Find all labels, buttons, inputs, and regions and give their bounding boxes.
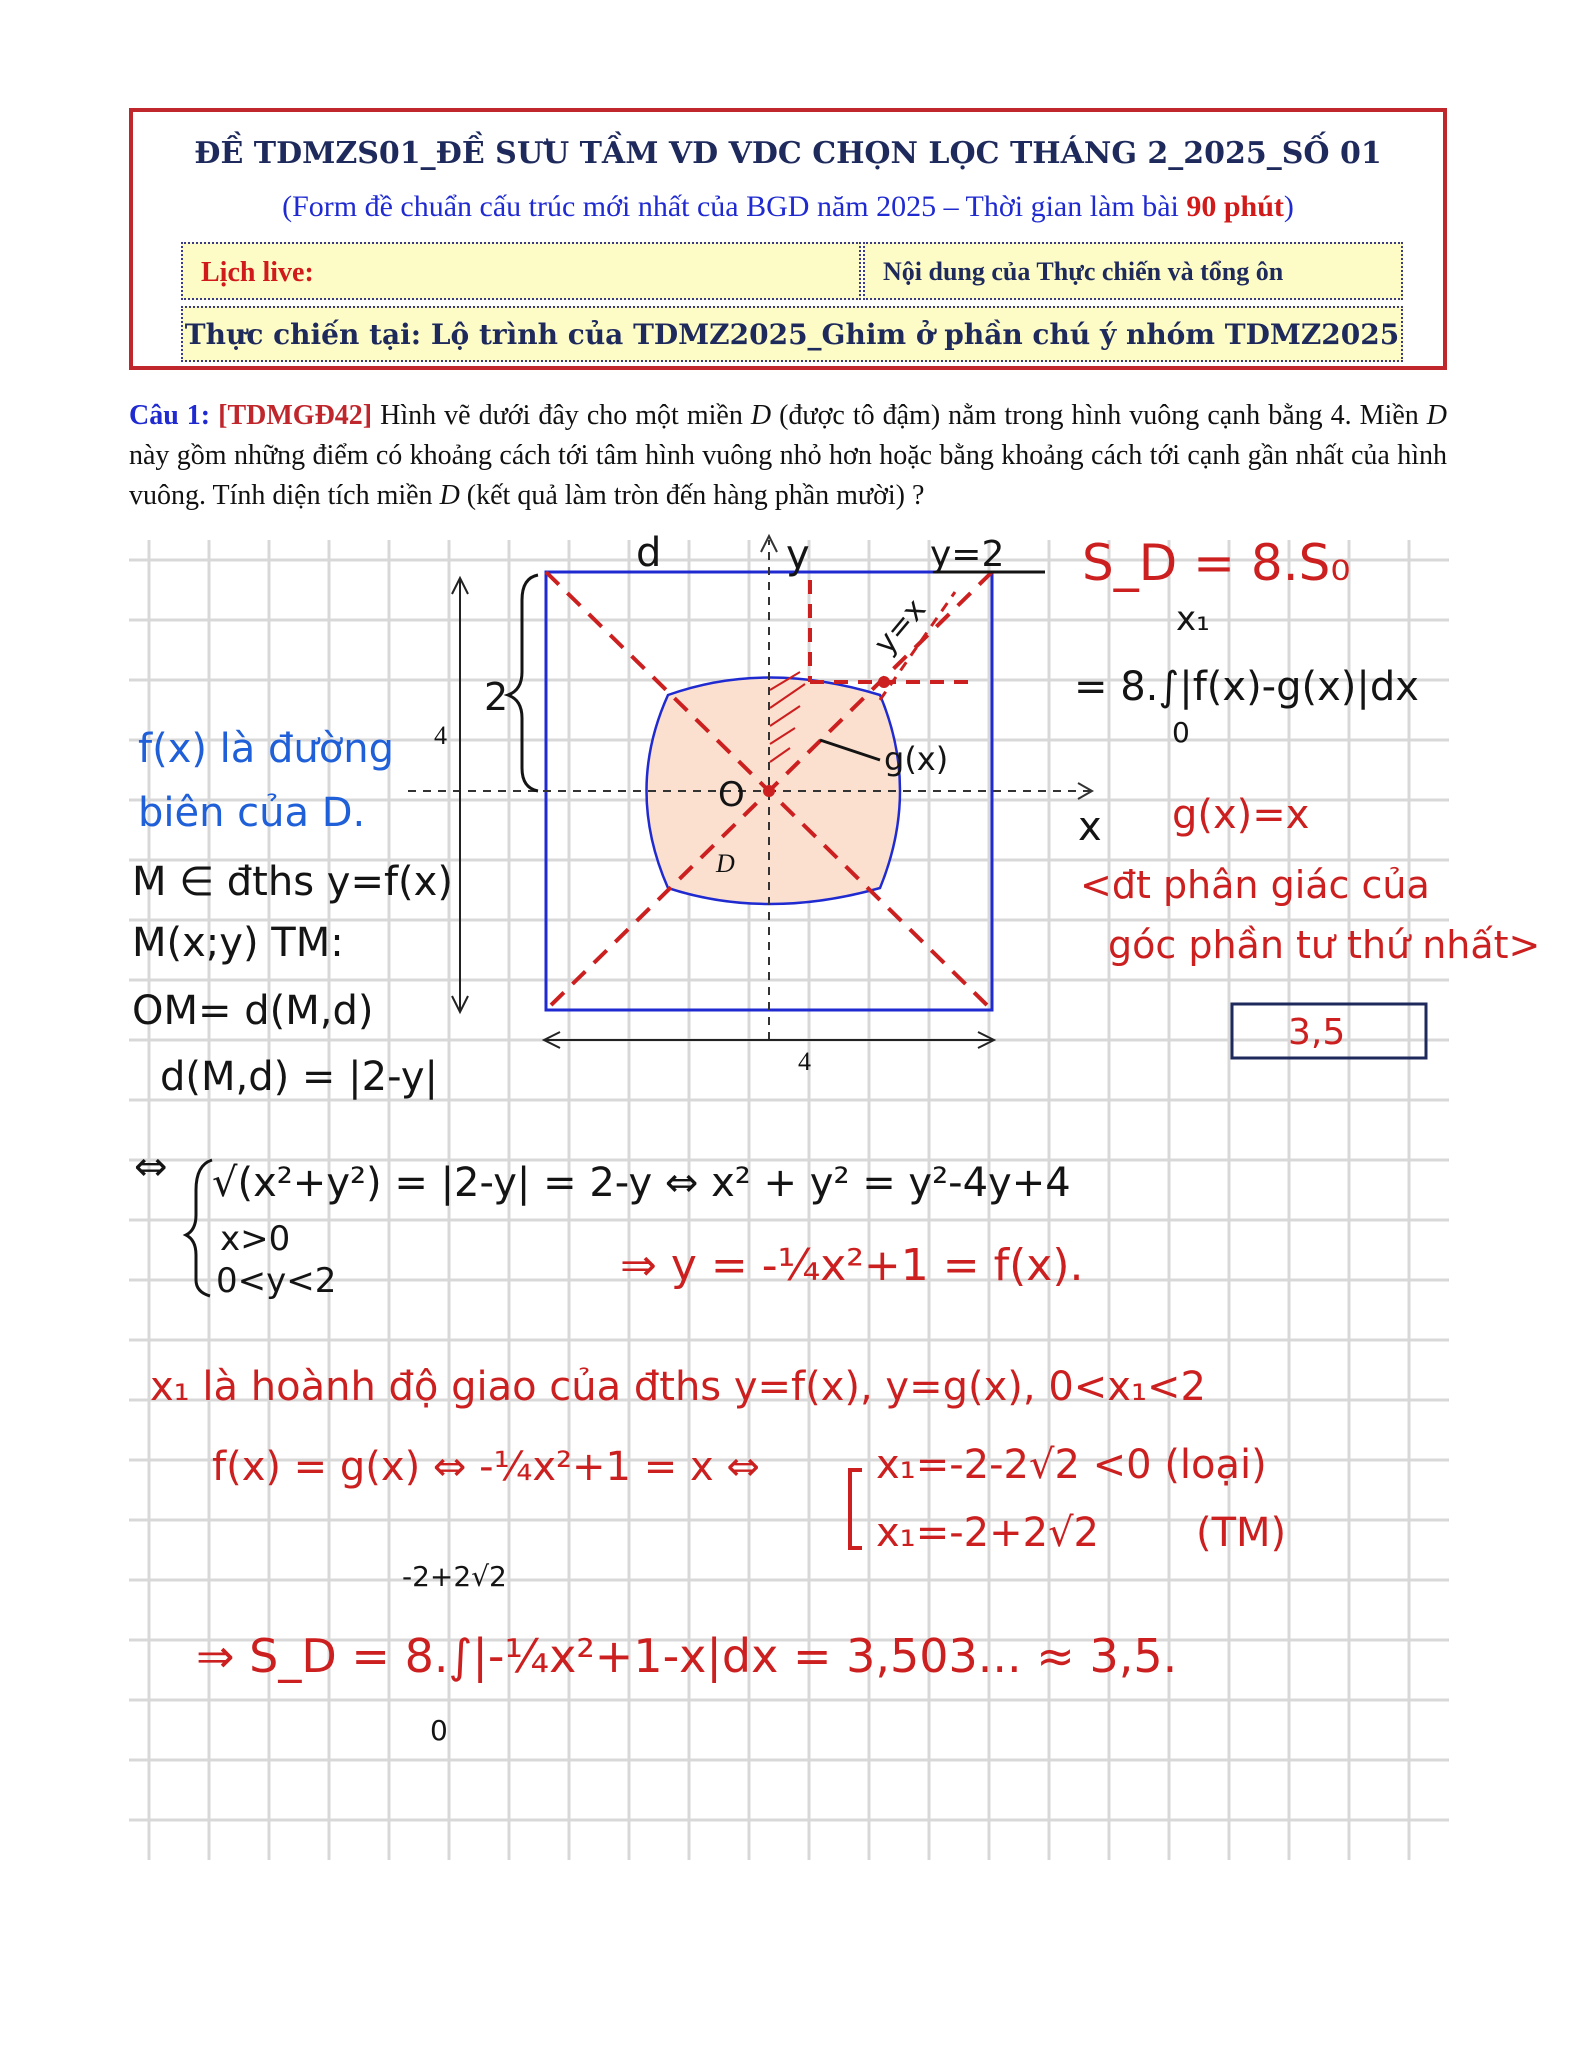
system-cond-2: 0<y<2 <box>216 1261 337 1301</box>
practice-cell <box>181 306 1403 362</box>
exam-subtitle <box>133 190 1443 224</box>
note-m-4: d(M,d) = |2-y| <box>160 1054 438 1100</box>
axis-y-label: y <box>786 532 810 578</box>
root-1: x₁=-2-2√2 <0 (loại) <box>876 1442 1267 1488</box>
note-m-3: OM= d(M,d) <box>132 988 374 1034</box>
live-schedule-cell <box>181 242 861 300</box>
root-2: x₁=-2+2√2 <box>876 1510 1100 1556</box>
question-code: [TDMGĐ42] <box>218 400 373 431</box>
content-label: Nội dung của Thực chiến và tổng ôn <box>883 257 1284 286</box>
eq-line: f(x) = g(x) ⇔ -¼x²+1 = x ⇔ <box>212 1444 760 1490</box>
question-text-4: (kết quả làm tròn đến hàng phần mười) ? <box>459 480 925 511</box>
side-label-left: 4 <box>434 721 447 750</box>
line-yx-label: y=x <box>867 592 934 662</box>
root-2-tag: (TM) <box>1196 1510 1287 1556</box>
origin-label: O <box>718 775 745 815</box>
line-d-label: d <box>636 530 662 576</box>
upper-limit: -2+2√2 <box>402 1560 507 1593</box>
question-1 <box>129 396 1447 516</box>
practice-label: Thực chiến tại: Lộ trình của TDMZ2025_Ghim ở phần chú ý nhóm TDMZ2025 <box>184 318 1400 351</box>
question-label: Câu 1: <box>129 400 211 431</box>
exam-title: ĐỀ TDMZS01_ĐỀ SƯU TẦM VD VDC CHỌN LỌC THÁNG 2_2025_SỐ 01 <box>194 136 1382 171</box>
note-sd: S_D = 8.S₀ <box>1082 534 1351 592</box>
brace <box>508 575 538 791</box>
var-d-1: D <box>750 400 772 431</box>
region-label: D <box>716 849 735 878</box>
note-lower-0: 0 <box>1172 716 1190 749</box>
subtitle-time: 90 phút <box>1186 190 1284 223</box>
note-bisector-1: <đt phân giác của <box>1080 863 1430 907</box>
line-y2-label: y=2 <box>930 534 1005 575</box>
question-text-1: Hình vẽ dưới đây cho một miền <box>372 400 751 431</box>
brace-label: 2 <box>484 675 509 719</box>
var-d-3: D <box>439 480 460 511</box>
note-f-border-1: f(x) là đường <box>138 726 394 772</box>
note-x1-upper: x₁ <box>1176 599 1210 639</box>
answer-value: 3,5 <box>1288 1012 1346 1053</box>
g-label: g(x) <box>884 740 949 778</box>
fx-result: ⇒ y = -¼x²+1 = f(x). <box>620 1240 1084 1291</box>
side-label-bottom: 4 <box>798 1047 811 1076</box>
note-bisector-2: góc phần tư thứ nhất> <box>1108 923 1541 967</box>
final-line: ⇒ S_D = 8.∫|-¼x²+1-x|dx = 3,503... ≈ 3,5. <box>196 1629 1178 1683</box>
live-schedule-label: Lịch live: <box>201 257 314 288</box>
question-text-2: (được tô đậm) nằm trong hình vuông cạnh bằng 4. Miền <box>771 400 1427 431</box>
note-f-border-2: biên của D. <box>138 790 366 836</box>
subtitle-suffix: ) <box>1283 190 1294 223</box>
system-cond-1: x>0 <box>220 1219 291 1259</box>
system-main: √(x²+y²) = |2-y| = 2-y ⇔ x² + y² = y²-4y+4 <box>212 1160 1071 1206</box>
var-d-2: D <box>1426 400 1447 431</box>
axis-x-label: x <box>1078 804 1102 850</box>
note-m-1: M ∈ đths y=f(x) <box>132 859 453 905</box>
note-m-2: M(x;y) TM: <box>132 920 344 966</box>
lower-limit: 0 <box>430 1714 448 1747</box>
header-box <box>129 108 1447 370</box>
roots-bracket <box>850 1470 862 1548</box>
question-text-3: này gồm những điểm có khoảng cách tới tâm hình vuông nhỏ hơn hoặc bằng khoảng cách tới cạnh gần nhất của hình vuông. Tính diện tích miền <box>129 440 1447 511</box>
subtitle-prefix: (Form đề chuẩn cấu trúc mới nhất của BGD năm 2025 – Thời gian làm bài <box>282 190 1187 223</box>
note-gx: g(x)=x <box>1172 792 1310 838</box>
x1-line: x₁ là hoành độ giao của đths y=f(x), y=g(x), 0<x₁<2 <box>150 1364 1206 1410</box>
content-cell <box>863 242 1403 300</box>
note-integral: = 8.∫|f(x)-g(x)|dx <box>1074 664 1419 710</box>
equiv-arrow: ⇔ <box>134 1144 168 1190</box>
